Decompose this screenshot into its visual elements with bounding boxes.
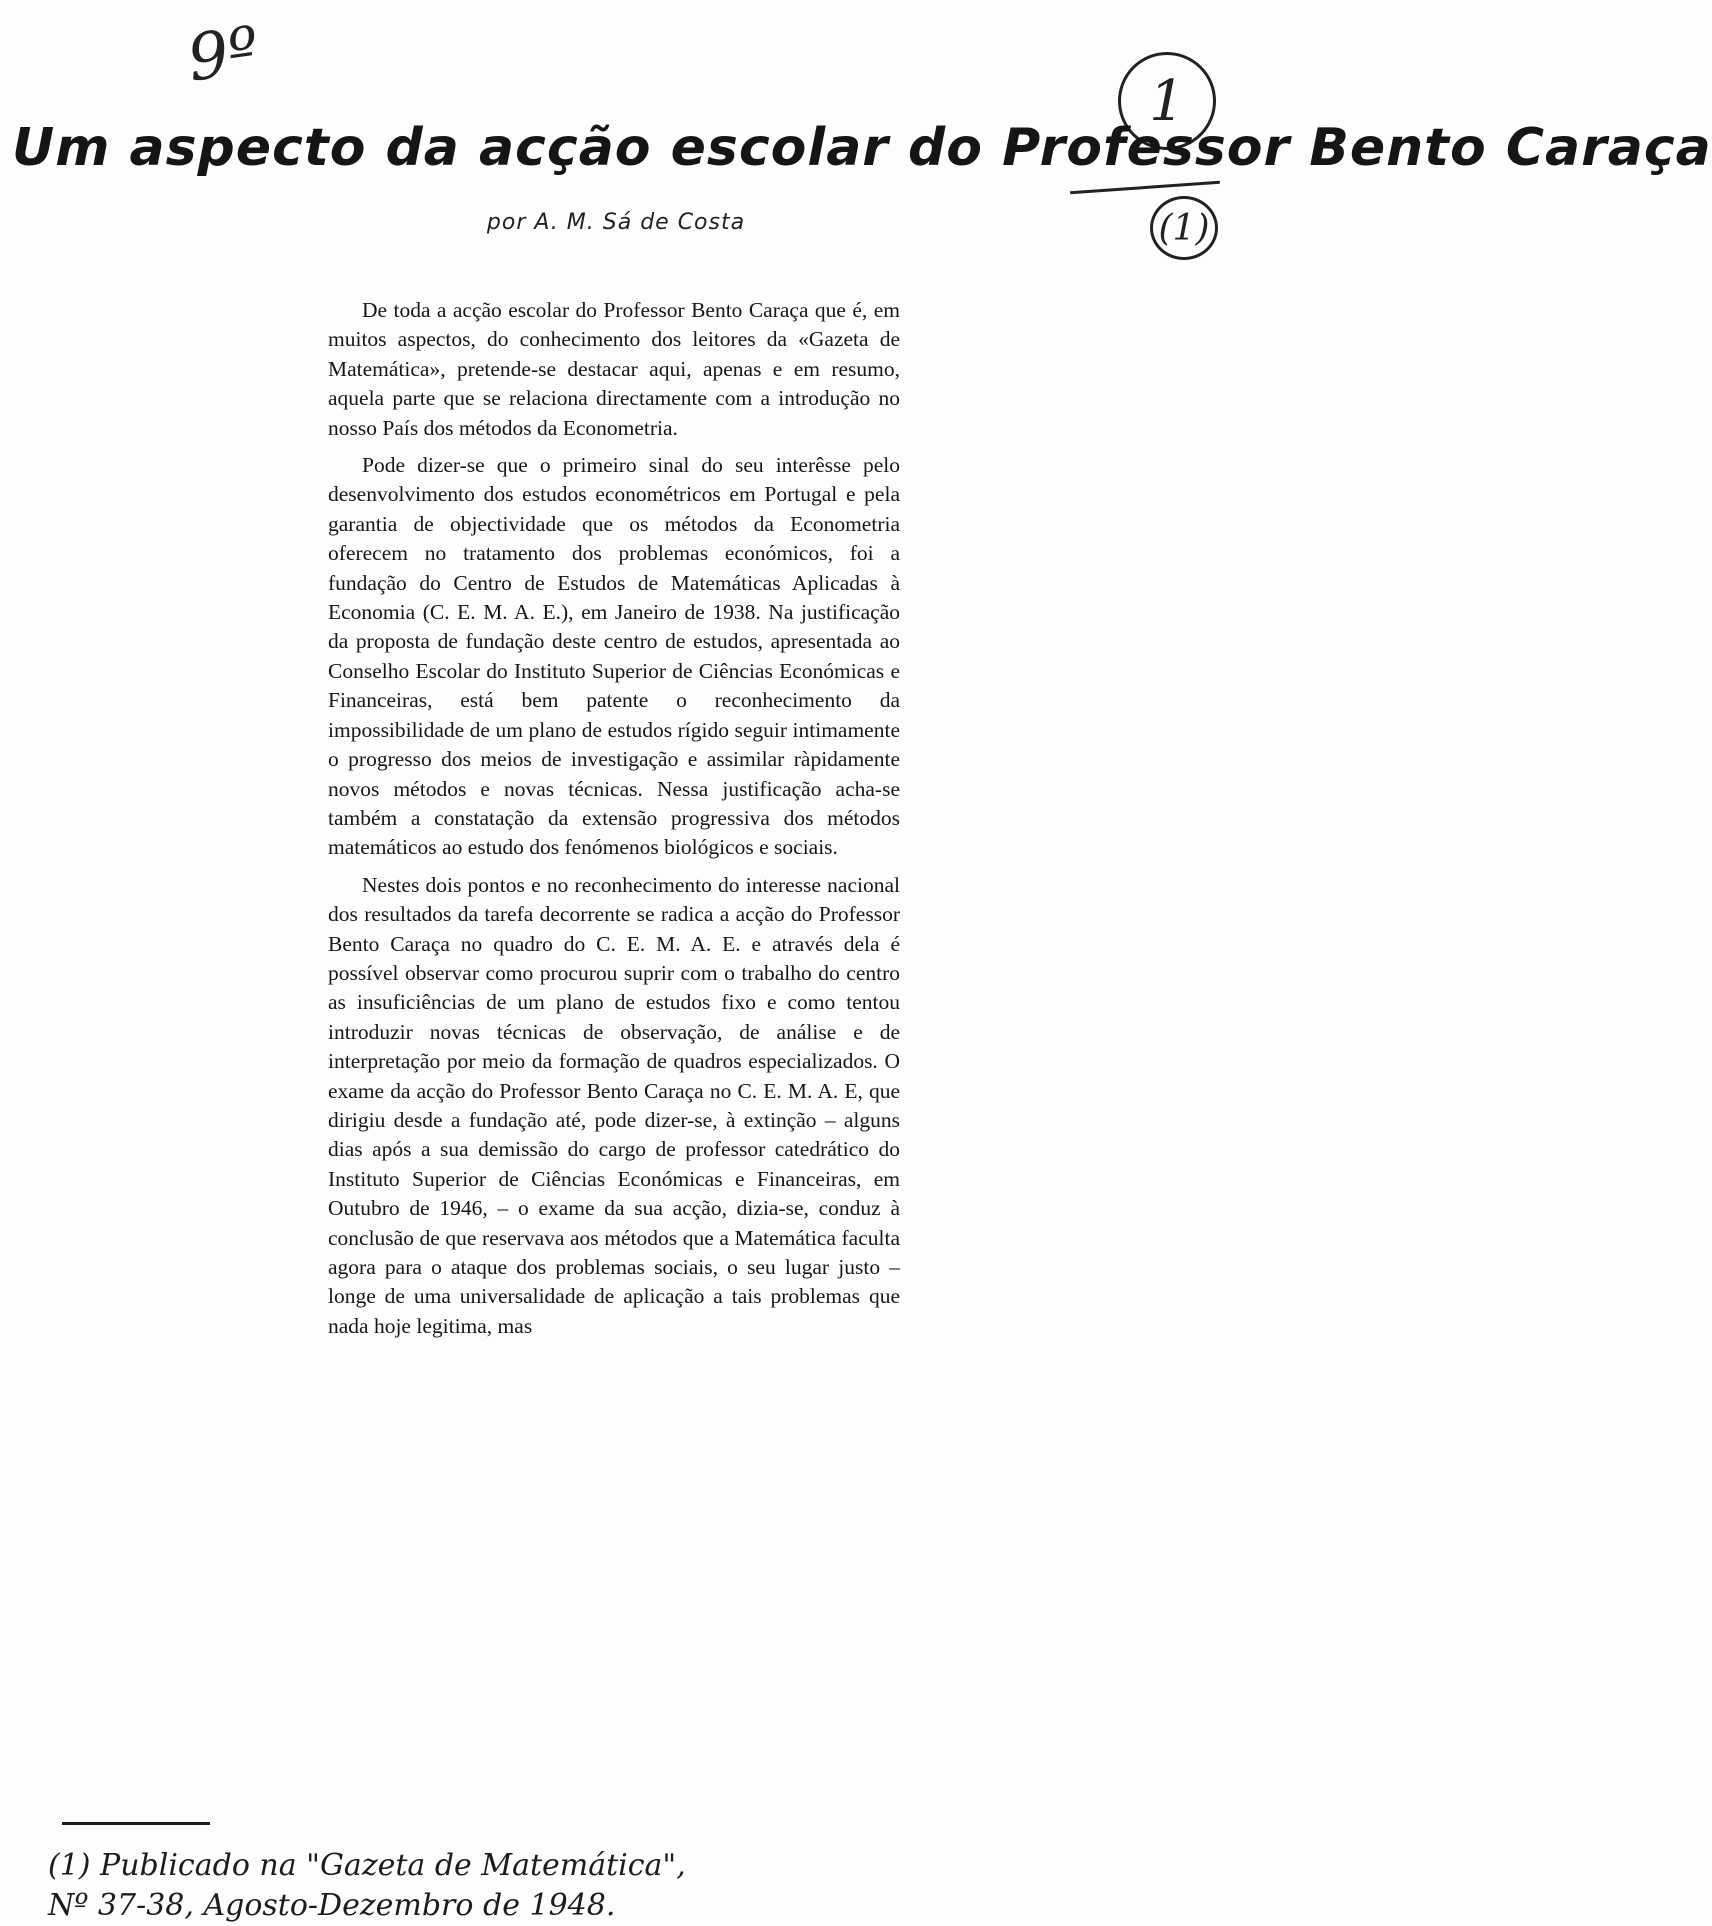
footnote-divider bbox=[62, 1822, 210, 1825]
article-body bbox=[328, 296, 900, 1341]
handwritten-underline bbox=[1070, 181, 1220, 194]
paragraph: Pode dizer-se que o primeiro sinal do seu interêsse pelo desenvolvimento dos estudos econométricos em Portugal e pela garantia de objectividade que os métodos da Econometria oferecem no tratamento dos problemas económicos, foi a fundação do Centro de Estudos de Matemáticas Aplicadas à Economia (C. E. M. A. E.), em Janeiro de 1938. Na justificação da proposta de fundação deste centro de estudos, apresentada ao Conselho Escolar do Instituto Superior de Ciências Económicas e Financeiras, está bem patente o reconhecimento da impossibilidade de um plano de estudos rígido seguir intimamente o progresso dos meios de investigação e assimilar ràpidamente novos métodos e novas técnicas. Nessa justificação acha-se também a constatação da extensão progressiva dos métodos matemáticos ao estudo dos fenómenos biológicos e sociais. bbox=[328, 453, 900, 860]
footnote-line: (1) Publicado na "Gazeta de Matemática", bbox=[48, 1848, 686, 1883]
handwritten-footnote bbox=[48, 1846, 1218, 1926]
paragraph: Nestes dois pontos e no reconhecimento do interesse nacional dos resultados da tarefa decorrente se radica a acção do Professor Bento Caraça no quadro do C. E. M. A. E. e através dela é possível observar como procurou suprir com o trabalho do centro as insuficiências de um plano de estudos fixo e como tentou introduzir novas técnicas de observação, de análise e de interpretação por meio da formação de quadros especializados. O exame da acção do Professor Bento Caraça no C. E. M. A. E, que dirigiu desde a fundação até, pode dizer-se, à extinção – alguns dias após a sua demissão do cargo de professor catedrático do Instituto Superior de Ciências Económicas e Financeiras, em Outubro de 1946, – o exame da sua acção, dizia-se, conduz à conclusão de que reservava aos métodos que a Matemática faculta agora para o ataque dos problemas sociais, o seu lugar justo – longe de uma universalidade de aplicação a tais problemas que nada hoje legitima, mas bbox=[328, 872, 900, 1338]
handwritten-footnote-marker: (1) bbox=[1150, 196, 1218, 260]
footnote-line: Nº 37-38, Agosto-Dezembro de 1948. bbox=[48, 1888, 616, 1923]
handwritten-page-mark: 9º bbox=[183, 13, 264, 97]
article-byline: por A. M. Sá de Costa bbox=[486, 210, 746, 235]
paragraph: De toda a acção escolar do Professor Bento Caraça que é, em muitos aspectos, do conhecimento dos leitores da «Gazeta de Matemática», pretende-se destacar aqui, apenas e em resumo, aquela parte que se relaciona directamente com a introdução no nosso País dos métodos da Econometria. bbox=[328, 298, 900, 440]
handwritten-circled-number: 1 bbox=[1118, 52, 1216, 150]
article-title: Um aspecto da acção escolar do Professor Bento Caraça bbox=[12, 118, 1712, 178]
